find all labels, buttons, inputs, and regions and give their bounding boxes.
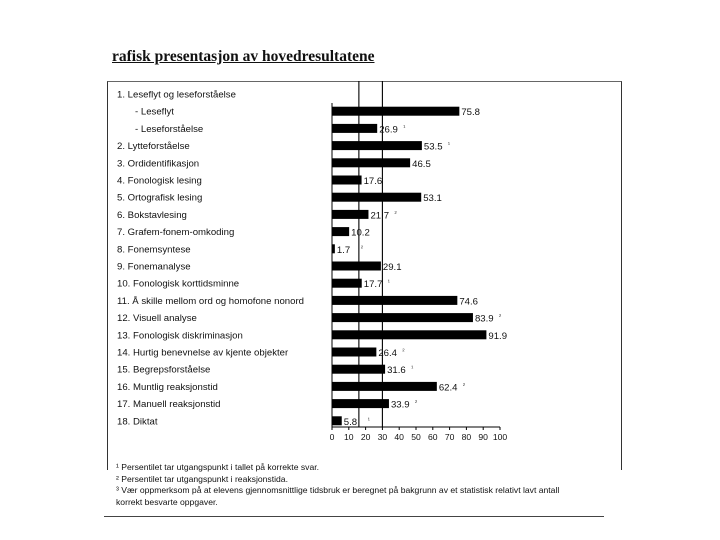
footnote-marker: ² <box>360 244 364 252</box>
footnote-marker: ¹ <box>387 279 390 287</box>
data-label: 46.5 <box>412 158 431 170</box>
category-label: 12. Visuell analyse <box>117 313 197 325</box>
bar <box>332 244 335 253</box>
bar <box>332 107 459 116</box>
category-label: 3. Ordidentifikasjon <box>117 158 200 170</box>
bar <box>332 348 376 357</box>
category-label: 4. Fonologisk lesing <box>117 175 202 187</box>
category-label: 11. Å skille mellom ord og homofone nonord <box>117 295 305 307</box>
category-label: 13. Fonologisk diskriminasjon <box>117 330 243 342</box>
bar <box>332 399 389 408</box>
bar <box>332 227 349 236</box>
data-label: 21.7 <box>370 210 390 222</box>
footnote-1: ¹ Persentilet tar utgangspunkt i tallet på korrekte svar. <box>116 462 320 472</box>
category-label: 7. Grafem-fonem-omkoding <box>117 227 235 239</box>
data-label: 17.6 <box>363 176 383 187</box>
category-label: 17. Manuell reaksjonstid <box>117 399 221 411</box>
x-tick-label: 60 <box>428 432 438 442</box>
category-label: 5. Ortografisk lesing <box>117 192 203 204</box>
footnote-marker: ² <box>462 382 466 390</box>
category-label: 18. Diktat <box>117 416 158 428</box>
bar <box>332 416 342 425</box>
data-label: 53.5 <box>423 141 443 153</box>
x-tick-label: 30 <box>377 432 388 442</box>
category-label: 1. Leseflyt og leseforståelse <box>117 89 236 101</box>
data-label: 75.8 <box>461 107 481 119</box>
data-label: 83.9 <box>474 313 494 325</box>
x-tick-label: 40 <box>394 432 404 442</box>
category-label: - Leseflyt <box>135 106 174 118</box>
bar <box>332 124 377 133</box>
data-label: 1.7 <box>336 244 351 256</box>
footnote-marker: ¹ <box>403 124 406 132</box>
data-label: 26.9 <box>379 124 398 136</box>
chart-title: rafisk presentasjon av hovedresultatene <box>112 48 375 65</box>
x-tick-label: 100 <box>492 432 508 442</box>
data-label: 62.4 <box>438 382 458 394</box>
data-label: 53.1 <box>423 193 442 205</box>
data-label: 33.9 <box>390 399 410 411</box>
footnote-marker: ¹ <box>411 365 414 373</box>
data-label: 29.1 <box>382 262 402 273</box>
bar <box>332 313 473 322</box>
x-tick-label: 10 <box>344 432 354 442</box>
footnote-marker: ² <box>402 348 405 355</box>
category-label: 8. Fonemsyntese <box>117 244 191 256</box>
x-tick-label: 0 <box>329 432 335 442</box>
data-label: 10.2 <box>351 227 370 239</box>
footnote-marker: ² <box>498 313 502 321</box>
bar <box>332 262 381 271</box>
footnote-3-cont: korrekt besvarte oppgaver. <box>116 496 218 507</box>
category-label: 2. Lytteforståelse <box>117 141 190 153</box>
bar <box>332 141 422 150</box>
data-label: 26.4 <box>378 348 398 359</box>
bar <box>332 176 362 185</box>
data-label: 74.6 <box>459 296 479 308</box>
x-tick-label: 20 <box>360 432 371 442</box>
bar <box>332 296 457 305</box>
data-label: 31.6 <box>387 365 406 377</box>
footnote-marker: ¹ <box>367 416 370 424</box>
bar <box>332 382 437 391</box>
data-label: 17.7 <box>363 279 383 291</box>
data-label: 5.8 <box>343 416 358 428</box>
category-label: 9. Fonemanalyse <box>117 261 191 273</box>
x-tick-label: 70 <box>444 432 455 442</box>
footnote-marker: ² <box>394 210 397 218</box>
data-label: 91.9 <box>488 330 508 342</box>
category-label: 6. Bokstavlesing <box>117 209 187 221</box>
bottom-rule <box>104 516 604 517</box>
category-label: 14. Hurtig benevnelse av kjente objekter <box>117 347 289 359</box>
category-label: 16. Muntlig reaksjonstid <box>117 381 218 393</box>
footnote-2: ² Persentilet tar utgangspunkt i reaksjonstida. <box>116 473 288 484</box>
category-label: - Leseforståelse <box>135 123 204 135</box>
bar <box>332 279 362 288</box>
x-tick-label: 50 <box>411 432 421 442</box>
bar <box>332 193 421 202</box>
footnote-marker: ¹ <box>447 141 451 149</box>
x-tick-label: 90 <box>478 432 488 442</box>
bar <box>332 330 486 339</box>
category-label: 10. Fonologisk korttidsminne <box>117 278 240 290</box>
bar <box>332 158 410 167</box>
x-tick-label: 80 <box>461 432 472 442</box>
bar <box>332 365 385 374</box>
footnote-3: ³ Vær oppmerksom på at elevens gjennomsnittlige tidsbruk er beregnet på bakgrunn av et statistisk relativt lavt antall <box>116 485 560 495</box>
footnote-marker: ² <box>414 399 418 407</box>
footnotes <box>116 462 616 508</box>
bar <box>332 210 368 219</box>
category-label: 15. Begrepsforståelse <box>117 364 211 376</box>
